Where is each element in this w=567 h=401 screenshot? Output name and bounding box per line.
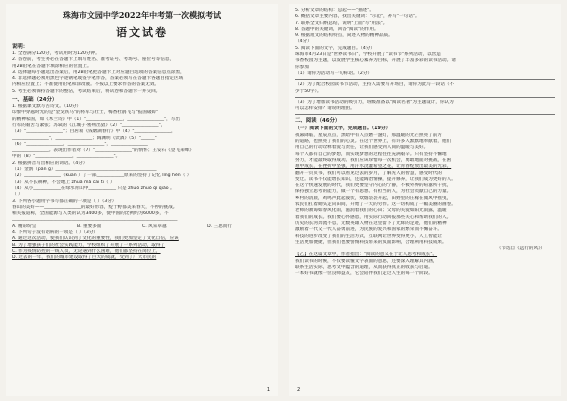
reading-line: 夜幕降临，星辰点点，黑暗中有人点燃一盏灯，那温暖的光芒照亮了前方 [295,132,443,138]
reading-line: 激励着一代又一代人奋勇前进，为民族的复兴和国家的繁荣而不懈奋斗。 [295,227,443,233]
reading-line: 努力，才能最终取得成功。我们应该珍惜每一次机会，勇敢地面对挑战，在困 [295,157,452,163]
exam-title: 珠海市文园中学2022年中考第一次模拟考试 [62,10,222,20]
q1-line: 印象中穿越时光的是"金戈铁马"的将军与壮士，梅香杜鹃飞与"报国破碎" [12,110,159,116]
question-3: 3. 下列各小题用字书写都正确的一项是（ ）（3分） [12,198,117,204]
answer-line[interactable] [295,97,555,98]
reading-line: 历史的长河奔流不息，无数英雄人物在这里留下了光辉的足迹，他们的精神 [295,220,447,226]
q3-option-d[interactable]: D. 三思而行 [207,223,232,229]
source-citation: （节选自《远行的风》） [496,246,545,252]
reading-line: 的道路，也照亮了我们的心灵。在这个世界上，有许多人默默地奉献着，他们 [295,139,452,145]
page-number: 2 [297,387,301,393]
item-line: 7. 联系全文归纳总结，说明"上面"写"用法"。 [295,20,388,26]
page-number: 1 [266,387,270,393]
q3-line: 相关报道称，全国能源与人类的认为3400多，使中国的比例约为6000多，不 [12,211,169,217]
q3-option-b[interactable]: B. 重要多面 [76,223,102,229]
q5-line: 可以怎样安排？请说明理由。 [295,106,355,112]
reading-line: 用自己的行动诠释着爱与责任，让我们感受到人间的温暖与美好。 [295,145,429,151]
q4-option: D. 过去的一年，我们的城市建设取得了巨大的成就，受到了广大市民的 [12,255,157,261]
note-line: 3. 选择题每小题选出答案后，用2B铅笔把答题卡上对应题目选项的答案信息点涂黑， [12,69,185,75]
item-line: 5. 分析文章的结构：总起——"描述"。 [295,8,374,13]
reading-line: 难中成长，在挫折中坚强，用汗水浇灌希望之花，让青春绽放出最美的光彩。 [295,164,452,170]
notes-list [12,51,272,95]
note-line: 1. 全卷满分120分，考试用时为120分钟。 [12,51,100,56]
answer-line[interactable] [295,79,555,80]
q2-line: （3）从不长耕种，不会地上 zhuǎ má cāi tī（ ） [12,179,115,185]
q5-line: 珠海市4月23日是"世界读书日"，学校开展了"读书节"系列活动，以营造 [295,52,441,58]
q3-option-a[interactable]: A. 精彩纷呈 [12,223,37,229]
reading-line: 科技的进步改变了我们的生活方式，互联网让世界变得更小，人工智能让 [295,233,443,239]
q5-line: 书香校园为主题，以发展学生核心素养为目标，开展了丰富多彩的读书活动。请 [295,58,456,64]
q1-line: （3）"________________"；白居易《钱塘湖春行》中（4）"________________， [12,129,176,135]
reading-line: 生活更加便捷，但我们也要警惕科技带来的负面影响，合理利用科技成果。 [295,239,447,245]
q4-option: B. 为了增强孩子们的社会实践能力，学校组织了开展了一系列活动，取得了 [12,242,166,248]
item-line: 8. 答题中的关键词，回答"阅读"的作用。 [295,26,379,32]
note-line: 4. 非选择题必须用黑色字迹钢笔或签字笔作答，答案必须写在答题卡各题目指定区域 [12,76,184,82]
question-2: 2. 根据拼音写出相应的词语。（4分） [12,160,88,166]
q3-line: 春山的美好——________________的最好形容，绽于野都美来春天，不停的挑战。 [12,204,178,210]
q1-line: 行军的艰苦与紧张；苏轼的《江城子·密州出猎》（2）"________________"， [12,122,166,128]
q5-line: 你参加 [295,64,309,70]
exam-subtitle: 语文试卷 [116,26,168,39]
q5-line: （2）为了配合校园读书节活动，主持人需要写开场白，请你为此写一段话（不 [295,82,455,88]
page-right [289,4,561,396]
note-line: 用2B铅笔在答题卡填涂相应的位置上。 [12,63,92,69]
reading-line: 农民们扛着锄头走向田间，开始了一天的劳作。这一切构成了一幅美丽的画卷。 [295,202,456,208]
item-line: （4分） [295,39,312,45]
q2-line: （ ） [12,192,23,198]
reading-line: 乡村的清晨，鸡鸣声此起彼伏，炊烟袅袅升起，田野里的庄稼在微风中摇曳， [295,195,452,201]
q4-option: A. 通过这次活动，使我们认识到了文化的重要性，我们更加坚定了文化自信，应该 [12,236,179,242]
notes-heading: 说明： [12,44,29,50]
question-5: 5. 阅读下面的文字，完成题目。（4分） [295,45,375,51]
reading-line: 老师的教诲如春风化雨，滋润着我们的心田；父母的关爱如阳光雨露，温暖 [295,208,447,214]
q1-line: ________________。表现出作者对（7）"________________"的情怀；王安石《登飞来峰》 [12,148,194,154]
q2-line: （4）从小____________在绿水青山中____________ 只是 zhuó zhuó qì qiáo 。 [12,185,175,191]
q1-line: ________________"，________________；陶渊明《饮酒》（5）"______" [12,135,157,141]
reading-line: 联系生活实际，思考文中蕴含的道理，从而获得真正的收获与启迪。 [295,264,433,270]
reading-2-heading: 【乙】在这篇文章中，作者指出："阅读的意义在于让人思考和成长"。 [295,252,438,258]
q3-line: ________________________________________________________________________ [12,217,178,223]
answer-line[interactable] [295,114,555,115]
q1-line: 的精神家国，如《木兰诗》中（1）"________________，________________"，写出 [12,116,180,122]
reading-line: 每个人都有自己的梦想，而实现梦想的过程往往充满艰辛。只有坚持不懈地 [295,151,447,157]
item-line: 6. 概括文章主要内容，找出关键词："示范"，补写"一句话"。 [295,14,420,20]
reading-line: 翻开一页页书，我们可以看见过去的岁月，了解先人的智慧，感受时代的 [295,170,443,176]
q1-line: （6）"________________，________________"，________________ [12,141,148,147]
q1-line: 中的（8）"________________，________________"。 [12,154,121,160]
q4-option: C. 作为疫情防控的一线人员，无论遇到什么困难，他们都坚持在岗位上， [12,248,161,254]
reading-line: 保持独立思考的能力，做一个有思想、有担当的人，为社会贡献自己的力量。 [295,189,452,195]
section-heading-basics: 一、基础（24分） [12,97,58,104]
item-line: 9. 根据短文的结构特点，简述人物的精神品质。 [295,33,393,39]
note-line: 5. 考生必须保持答题卡的整洁，考试结束后，将试卷和答题卡一并交回。 [12,88,161,94]
q2-line: （2）________________（kuān ）了一部____________原来的坚持了记忆 lǐng hén（ ） [12,173,192,179]
reading-line: 我们读书的时候，不仅要读懂文字表面的意思，还要深入理解其内涵， [295,258,438,264]
note-line: 2. 答卷前，考生务必在答题卡上填写姓名、准考证号、考场号、座位号等信息， [12,57,175,63]
section-heading-reading: 二、阅读（46分） [295,118,341,125]
q5-line: （3）为了增加读书活动的吸引力，班级准备以"阅读名著"为主题设计，你认为 [295,99,454,105]
reading-line: 着我们的成长。我们要心怀感恩，用实际行动回报那些关心和帮助我们的人。 [295,214,452,220]
q5-line: 少于50字）。 [295,88,322,94]
q3-option-c[interactable]: C. 风采卓越 [142,223,167,229]
reading-line: 变迁。读书不仅能增长知识，还能陶冶情操，提升修养，让我们成为更好的人。 [295,176,456,182]
q2-line: （1）金鹊（pán ɡ）____________________________________________ [12,167,157,173]
reading-line: 在这个快速发展的时代，我们更要坚守内心的宁静，不被外界的喧嚣所干扰， [295,183,452,189]
reading-1-heading: （一）阅读下面的文字，完成题目。（19分） [295,126,391,132]
reading-line: 一本好书就像一位良师益友，它会陪伴我们走过人生的每一个阶段。 [295,271,433,277]
question-1: 1. 根据课文默写古诗文。（10分） [12,104,82,110]
q5-line: （1）请你为活动写一句标语。（2分） [295,70,373,76]
page-left [6,4,278,396]
note-line: 内相应位置上；不准使用铅笔和涂改液。不按以上要求作答的答案无效。 [12,82,160,88]
question-4: 4. 下列句子没有语病的一项是（ ）（3分） [12,230,99,236]
